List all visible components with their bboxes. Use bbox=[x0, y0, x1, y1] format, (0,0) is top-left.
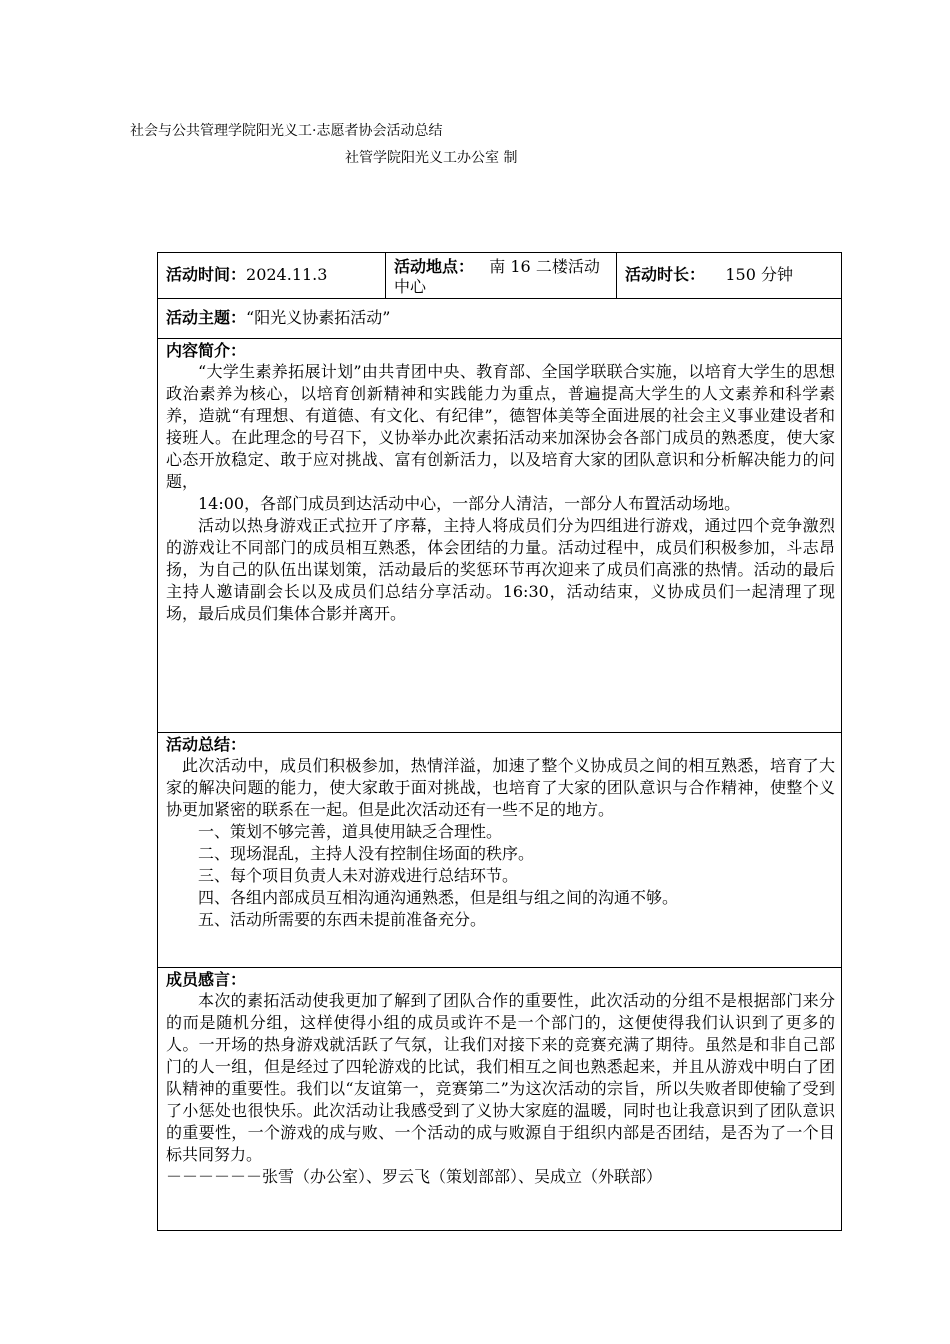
time-label: 活动时间： bbox=[166, 265, 247, 284]
summary-section bbox=[158, 733, 841, 968]
summary-paragraph: 此次活动中，成员们积极参加，热情洋溢，加速了整个义协成员之间的相互熟悉，培育了大家的解决问题的能力，使大家敢于面对挑战，也培育了大家的团队意识与合作精神，使整个义协更加紧密的联系在一起。但是此次活动还有一些不足的地方。 bbox=[166, 756, 835, 819]
theme-row bbox=[158, 299, 841, 339]
document-maker: 社管学院阳光义工办公室 制 bbox=[345, 150, 518, 166]
time-cell bbox=[158, 253, 386, 298]
intro-label: 内容简介： bbox=[166, 341, 247, 360]
duration-value: 150 分钟 bbox=[725, 265, 793, 284]
duration-cell bbox=[617, 253, 841, 298]
intro-paragraph: 活动以热身游戏正式拉开了序幕，主持人将成员们分为四组进行游戏，通过四个竞争激烈的游戏让不同部门的成员相互熟悉，体会团结的力量。活动过程中，成员们积极参加，斗志昂扬，为自己的队伍出谋划策，活动最后的奖惩环节再次迎来了成员们高涨的热情。活动的最后主持人邀请副会长以及成员们总结分享活动。16:30，活动结束，义协成员们一起清理了现场，最后成员们集体合影并离开。 bbox=[166, 516, 835, 623]
summary-list-item: 三、每个项目负责人未对游戏进行总结环节。 bbox=[198, 866, 519, 885]
theme-label: 活动主题： bbox=[166, 308, 247, 327]
summary-label: 活动总结： bbox=[166, 735, 247, 754]
summary-list-item: 一、策划不够完善，道具使用缺乏合理性。 bbox=[198, 822, 503, 841]
intro-section bbox=[158, 339, 841, 733]
summary-table bbox=[157, 252, 842, 1231]
summary-list-item: 二、现场混乱，主持人没有控制住场面的秩序。 bbox=[198, 844, 535, 863]
feelings-paragraph: 本次的素拓活动使我更加了解到了团队合作的重要性，此次活动的分组不是根据部门来分的而是随机分组，这样使得小组的成员或许不是一个部门的，这便使得我们认识到了更多的人。一开场的热身游戏就活跃了气氛，让我们对接下来的竞赛充满了期待。虽然是和非自己部门的人一组，但是经过了四轮游戏的比试，我们相互之间也熟悉起来，并且从游戏中明白了团队精神的重要性。我们以“友谊第一，竞赛第二”为这次活动的宗旨，所以失败者即使输了受到了小惩处也很快乐。此次活动让我感受到了义协大家庭的温暖，同时也让我意识到了团队意识的重要性，一个游戏的成与败、一个活动的成与败源自于组织内部是否团结，是否为了一个目标共同努力。 bbox=[166, 991, 835, 1164]
feelings-label: 成员感言： bbox=[166, 970, 247, 989]
place-value: 南 16 二楼活动中心 bbox=[394, 257, 600, 296]
intro-paragraph: 14:00，各部门成员到达活动中心，一部分人清洁，一部分人布置活动场地。 bbox=[198, 494, 741, 513]
signature: －－－－－－张雪（办公室）、罗云飞（策划部部）、吴成立（外联部） bbox=[166, 1167, 663, 1186]
time-value: 2024.11.3 bbox=[246, 265, 328, 284]
info-row bbox=[158, 253, 841, 299]
theme-value: “阳光义协素拓活动” bbox=[246, 308, 391, 327]
duration-label: 活动时长： bbox=[625, 265, 706, 284]
document-title: 社会与公共管理学院阳光义工·志愿者协会活动总结 bbox=[130, 123, 443, 139]
place-label: 活动地点： bbox=[394, 257, 475, 276]
intro-paragraph: “大学生素养拓展计划”由共青团中央、教育部、全国学联联合实施，以培育大学生的思想政治素养为核心，以培育创新精神和实践能力为重点，普遍提高大学生的人文素养和科学素养，造就“有理想、有道德、有文化、有纪律”，德智体美等全面进展的社会主义事业建设者和接班人。在此理念的号召下，义协举办此次素拓活动来加深协会各部门成员的熟悉度，使大家心态开放稳定、敢于应对挑战、富有创新活力，以及培育大家的团队意识和分析解决能力的问题， bbox=[166, 362, 835, 491]
feelings-section bbox=[158, 968, 841, 1230]
summary-list-item: 五、活动所需要的东西未提前准备充分。 bbox=[198, 910, 487, 929]
summary-list-item: 四、各组内部成员互相沟通沟通熟悉，但是组与组之间的沟通不够。 bbox=[198, 888, 679, 907]
place-cell bbox=[386, 253, 617, 298]
